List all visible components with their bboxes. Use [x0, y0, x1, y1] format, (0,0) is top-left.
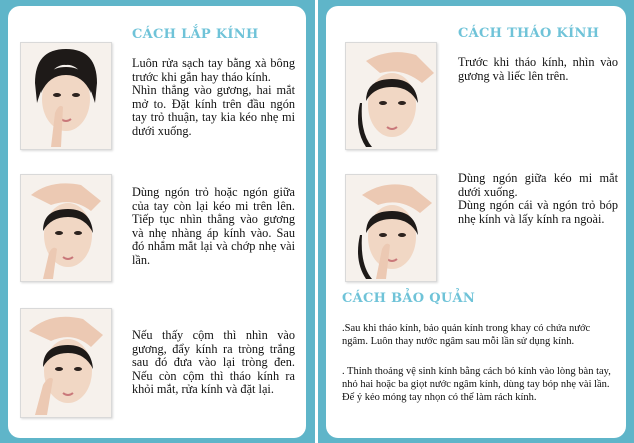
step-photo-3 — [20, 308, 112, 418]
step-photo-1 — [20, 42, 112, 150]
step-photo-2 — [20, 174, 112, 282]
care-title: CÁCH BẢO QUẢN — [342, 291, 476, 306]
panel-divider — [315, 0, 318, 443]
removal-text-2: Dùng ngón giữa kéo mi mắt dưới xuống. Dùng ngón cái và ngón trỏ bóp nhẹ kính và lấy kính ra ngoài. — [458, 171, 618, 226]
step-text-2: Dùng ngón trỏ hoặc ngón giữa của tay còn lại kéo mi trên lên. Tiếp tục nhìn thẳng vào gương và nhẹ nhàng áp kính vào. Sau đó nhắm mắt lại và chớp nhẹ vài lần. — [132, 185, 295, 267]
removal-photo-2 — [345, 174, 437, 282]
care-text-1: .Sau khi tháo kính, bảo quản kính trong khay có chứa nước ngâm. Luôn thay nước ngâm sau mỗi lần sử dụng kính. — [342, 323, 591, 347]
step-text-1: Luôn rửa sạch tay bằng xà bông trước khi gắn hay tháo kính. Nhìn thẳng vào gương, hai mắt mở to. Đặt kính trên đầu ngón tay trỏ thuận, tay kia kéo nhẹ mi dưới xuống. — [132, 56, 295, 138]
insertion-title: CÁCH LẮP KÍNH — [132, 27, 259, 42]
removal-photo-1 — [345, 42, 437, 150]
care-text-2: . Thỉnh thoảng vệ sinh kính bằng cách bỏ kính vào lòng bàn tay, nhỏ hai hoặc ba giọt nước ngâm kính, dùng tay bóp nhẹ vài lần. Để ý kẻo móng tay nhọn có thể làm rách kính. — [342, 366, 611, 403]
removal-title: CÁCH THÁO KÍNH — [458, 26, 600, 41]
removal-text-1: Trước khi tháo kính, nhìn vào gương và liếc lên trên. — [458, 55, 618, 83]
step-text-3: Nếu thấy cộm thì nhìn vào gương, đẩy kính ra tròng trắng sau đó đưa vào lại tròng đen. Nếu còn cộm thì tháo kính ra khỏi mắt, rửa kính và đặt lại. — [132, 328, 295, 397]
